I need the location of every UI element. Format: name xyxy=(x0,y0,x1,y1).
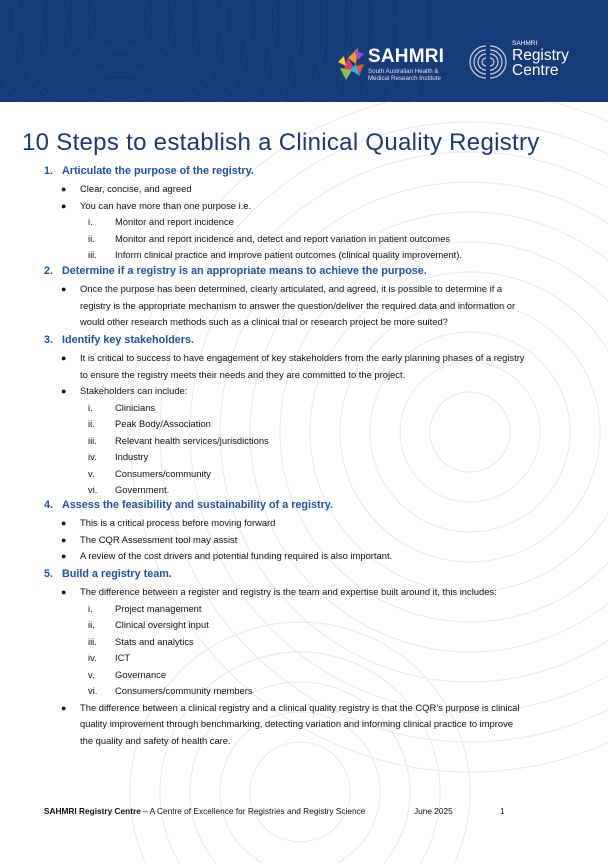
bullet-text: Clear, concise, and agreed xyxy=(80,183,192,194)
registry-line-2: Centre xyxy=(512,62,559,79)
bullet-text: A review of the cost drivers and potential funding required is also important. xyxy=(80,550,393,561)
section-2 xyxy=(44,264,574,331)
section-1 xyxy=(44,164,574,264)
item-number: v. xyxy=(88,467,95,479)
section-number: 1. xyxy=(44,165,54,177)
bullet-item xyxy=(44,532,574,549)
item-text: Stats and analytics xyxy=(115,635,194,647)
section-number: 2. xyxy=(44,265,54,277)
section-number: 4. xyxy=(44,499,54,511)
item-number: i. xyxy=(88,216,93,227)
section-heading xyxy=(44,333,574,347)
bullet-text: The CQR Assessment tool may assist xyxy=(80,533,238,545)
numbered-item xyxy=(44,650,574,667)
item-number: iii. xyxy=(88,635,97,647)
footer-tagline: – A Centre of Excellence for Registries and Registry Science xyxy=(140,806,366,816)
item-number: ii. xyxy=(88,232,95,244)
bullet-line: registry is the appropriate mechanism to answer the question/deliver the required data and information or xyxy=(80,299,516,311)
bullet-line: quality improvement through benchmarking, detecting variation and informing clinical practice to improve xyxy=(80,718,514,729)
item-text: Governance xyxy=(115,668,167,680)
item-number: vi. xyxy=(88,685,98,696)
bullet-item xyxy=(44,198,574,215)
item-number: vi. xyxy=(88,484,98,495)
bullet-text: This is a critical process before moving forward xyxy=(80,517,276,528)
bullet-line: the quality and safety of health care. xyxy=(80,734,231,746)
bullet-icon: ● xyxy=(61,518,67,528)
section-number: 3. xyxy=(44,334,54,346)
bullet-line: It is critical to success to have engagement of key stakeholders from the early planning phases of a registry xyxy=(80,352,525,363)
bullet-icon: ● xyxy=(61,353,67,363)
section-heading-text: Build a registry team. xyxy=(62,568,172,580)
sahmri-subtitle: South Australian Health & Medical Research Institute xyxy=(368,68,441,82)
item-number: i. xyxy=(88,602,93,614)
numbered-item xyxy=(44,416,574,433)
item-number: ii. xyxy=(88,418,95,429)
section-heading xyxy=(44,164,574,178)
section-heading xyxy=(44,264,574,278)
section-4 xyxy=(44,498,574,565)
section-number: 5. xyxy=(44,568,54,580)
bullet-icon: ● xyxy=(61,534,67,545)
item-number: iii. xyxy=(88,434,97,446)
item-text: Project management xyxy=(115,602,202,614)
page-title: 10 Steps to establish a Clinical Quality Registry xyxy=(22,129,540,156)
item-text: Monitor and report incidence and, detect and report variation in patient outcomes xyxy=(115,232,451,244)
numbered-item xyxy=(44,247,574,264)
section-heading-text: Articulate the purpose of the registry. xyxy=(62,165,254,177)
bullet-icon: ● xyxy=(61,587,67,597)
footer-org xyxy=(44,806,365,816)
bullet-line: to ensure the registry meets their needs and they are committed to the project. xyxy=(80,368,406,380)
registry-small-label: SAHMRI xyxy=(512,40,538,47)
item-text: Consumers/community members xyxy=(115,685,253,696)
numbered-item xyxy=(44,482,574,499)
numbered-item xyxy=(44,617,574,634)
bullet-text: Stakeholders can include: xyxy=(80,385,188,396)
bullet-line: Once the purpose has been determined, clearly articulated, and agreed, it is possible to determine if a xyxy=(80,283,503,294)
bullet-item xyxy=(44,700,574,750)
bullet-item xyxy=(44,350,574,383)
numbered-item xyxy=(44,683,574,700)
numbered-item xyxy=(44,449,574,466)
numbered-item xyxy=(44,634,574,651)
bullet-text: The difference between a register and registry is the team and expertise built around it, this includes: xyxy=(80,586,497,597)
bullet-text: You can have more than one purpose i.e. xyxy=(80,199,252,211)
section-heading xyxy=(44,498,574,512)
footer-date: June 2025 xyxy=(414,806,453,816)
bullet-item xyxy=(44,584,574,601)
section-heading-text: Determine if a registry is an appropriate means to achieve the purpose. xyxy=(62,265,427,277)
item-number: iv. xyxy=(88,451,97,462)
numbered-item xyxy=(44,433,574,450)
bullet-line: would other research methods such as a clinical trial or research project be more suited? xyxy=(80,316,448,327)
section-3 xyxy=(44,333,574,499)
item-text: Industry xyxy=(115,451,149,462)
footer-page-number: 1 xyxy=(500,806,505,816)
bullet-item xyxy=(44,281,574,331)
item-text: ICT xyxy=(115,652,131,663)
bullet-icon: ● xyxy=(61,284,67,294)
item-number: v. xyxy=(88,668,95,680)
numbered-item xyxy=(44,231,574,248)
registry-name xyxy=(512,48,569,78)
header-banner xyxy=(0,0,608,102)
numbered-item xyxy=(44,667,574,684)
numbered-item xyxy=(44,601,574,618)
item-number: iii. xyxy=(88,249,97,260)
item-text: Government. xyxy=(115,484,170,495)
numbered-item xyxy=(44,214,574,231)
bullet-line: The difference between a clinical registry and a clinical quality registry is that the CQR’s purpose is clinical xyxy=(80,701,520,713)
section-heading-text: Assess the feasibility and sustainability of a registry. xyxy=(62,499,334,511)
numbered-item xyxy=(44,400,574,417)
bullet-icon: ● xyxy=(61,551,67,561)
registry-arcs-icon xyxy=(468,42,508,82)
footer-org-name: SAHMRI Registry Centre xyxy=(44,806,141,816)
item-text: Clinical oversight input xyxy=(115,619,209,630)
bullet-icon: ● xyxy=(61,184,67,194)
item-text: Consumers/community xyxy=(115,467,211,479)
section-heading xyxy=(44,567,574,581)
item-text: Monitor and report incidence xyxy=(115,216,234,227)
sahmri-colour-mark-icon xyxy=(336,40,368,84)
item-text: Relevant health services/jurisdictions xyxy=(115,434,269,446)
item-number: i. xyxy=(88,401,93,413)
bullet-icon: ● xyxy=(61,200,67,211)
registry-centre-logo xyxy=(468,40,588,86)
item-text: Peak Body/Association xyxy=(115,418,211,429)
bullet-item xyxy=(44,181,574,198)
item-text: Clinicians xyxy=(115,401,156,413)
numbered-item xyxy=(44,466,574,483)
item-number: iv. xyxy=(88,652,97,663)
item-text: Inform clinical practice and improve patient outcomes (clinical quality improvement). xyxy=(115,249,463,260)
bullet-icon: ● xyxy=(61,702,67,713)
registry-line-1: Registry xyxy=(512,47,569,64)
bullet-item xyxy=(44,548,574,565)
sahmri-logo xyxy=(336,40,454,86)
section-5 xyxy=(44,567,574,749)
item-number: ii. xyxy=(88,619,95,630)
bullet-icon: ● xyxy=(61,386,67,396)
bullet-item xyxy=(44,383,574,400)
sahmri-name: SAHMRI xyxy=(368,46,445,67)
bullet-item xyxy=(44,515,574,532)
section-heading-text: Identify key stakeholders. xyxy=(62,334,195,346)
